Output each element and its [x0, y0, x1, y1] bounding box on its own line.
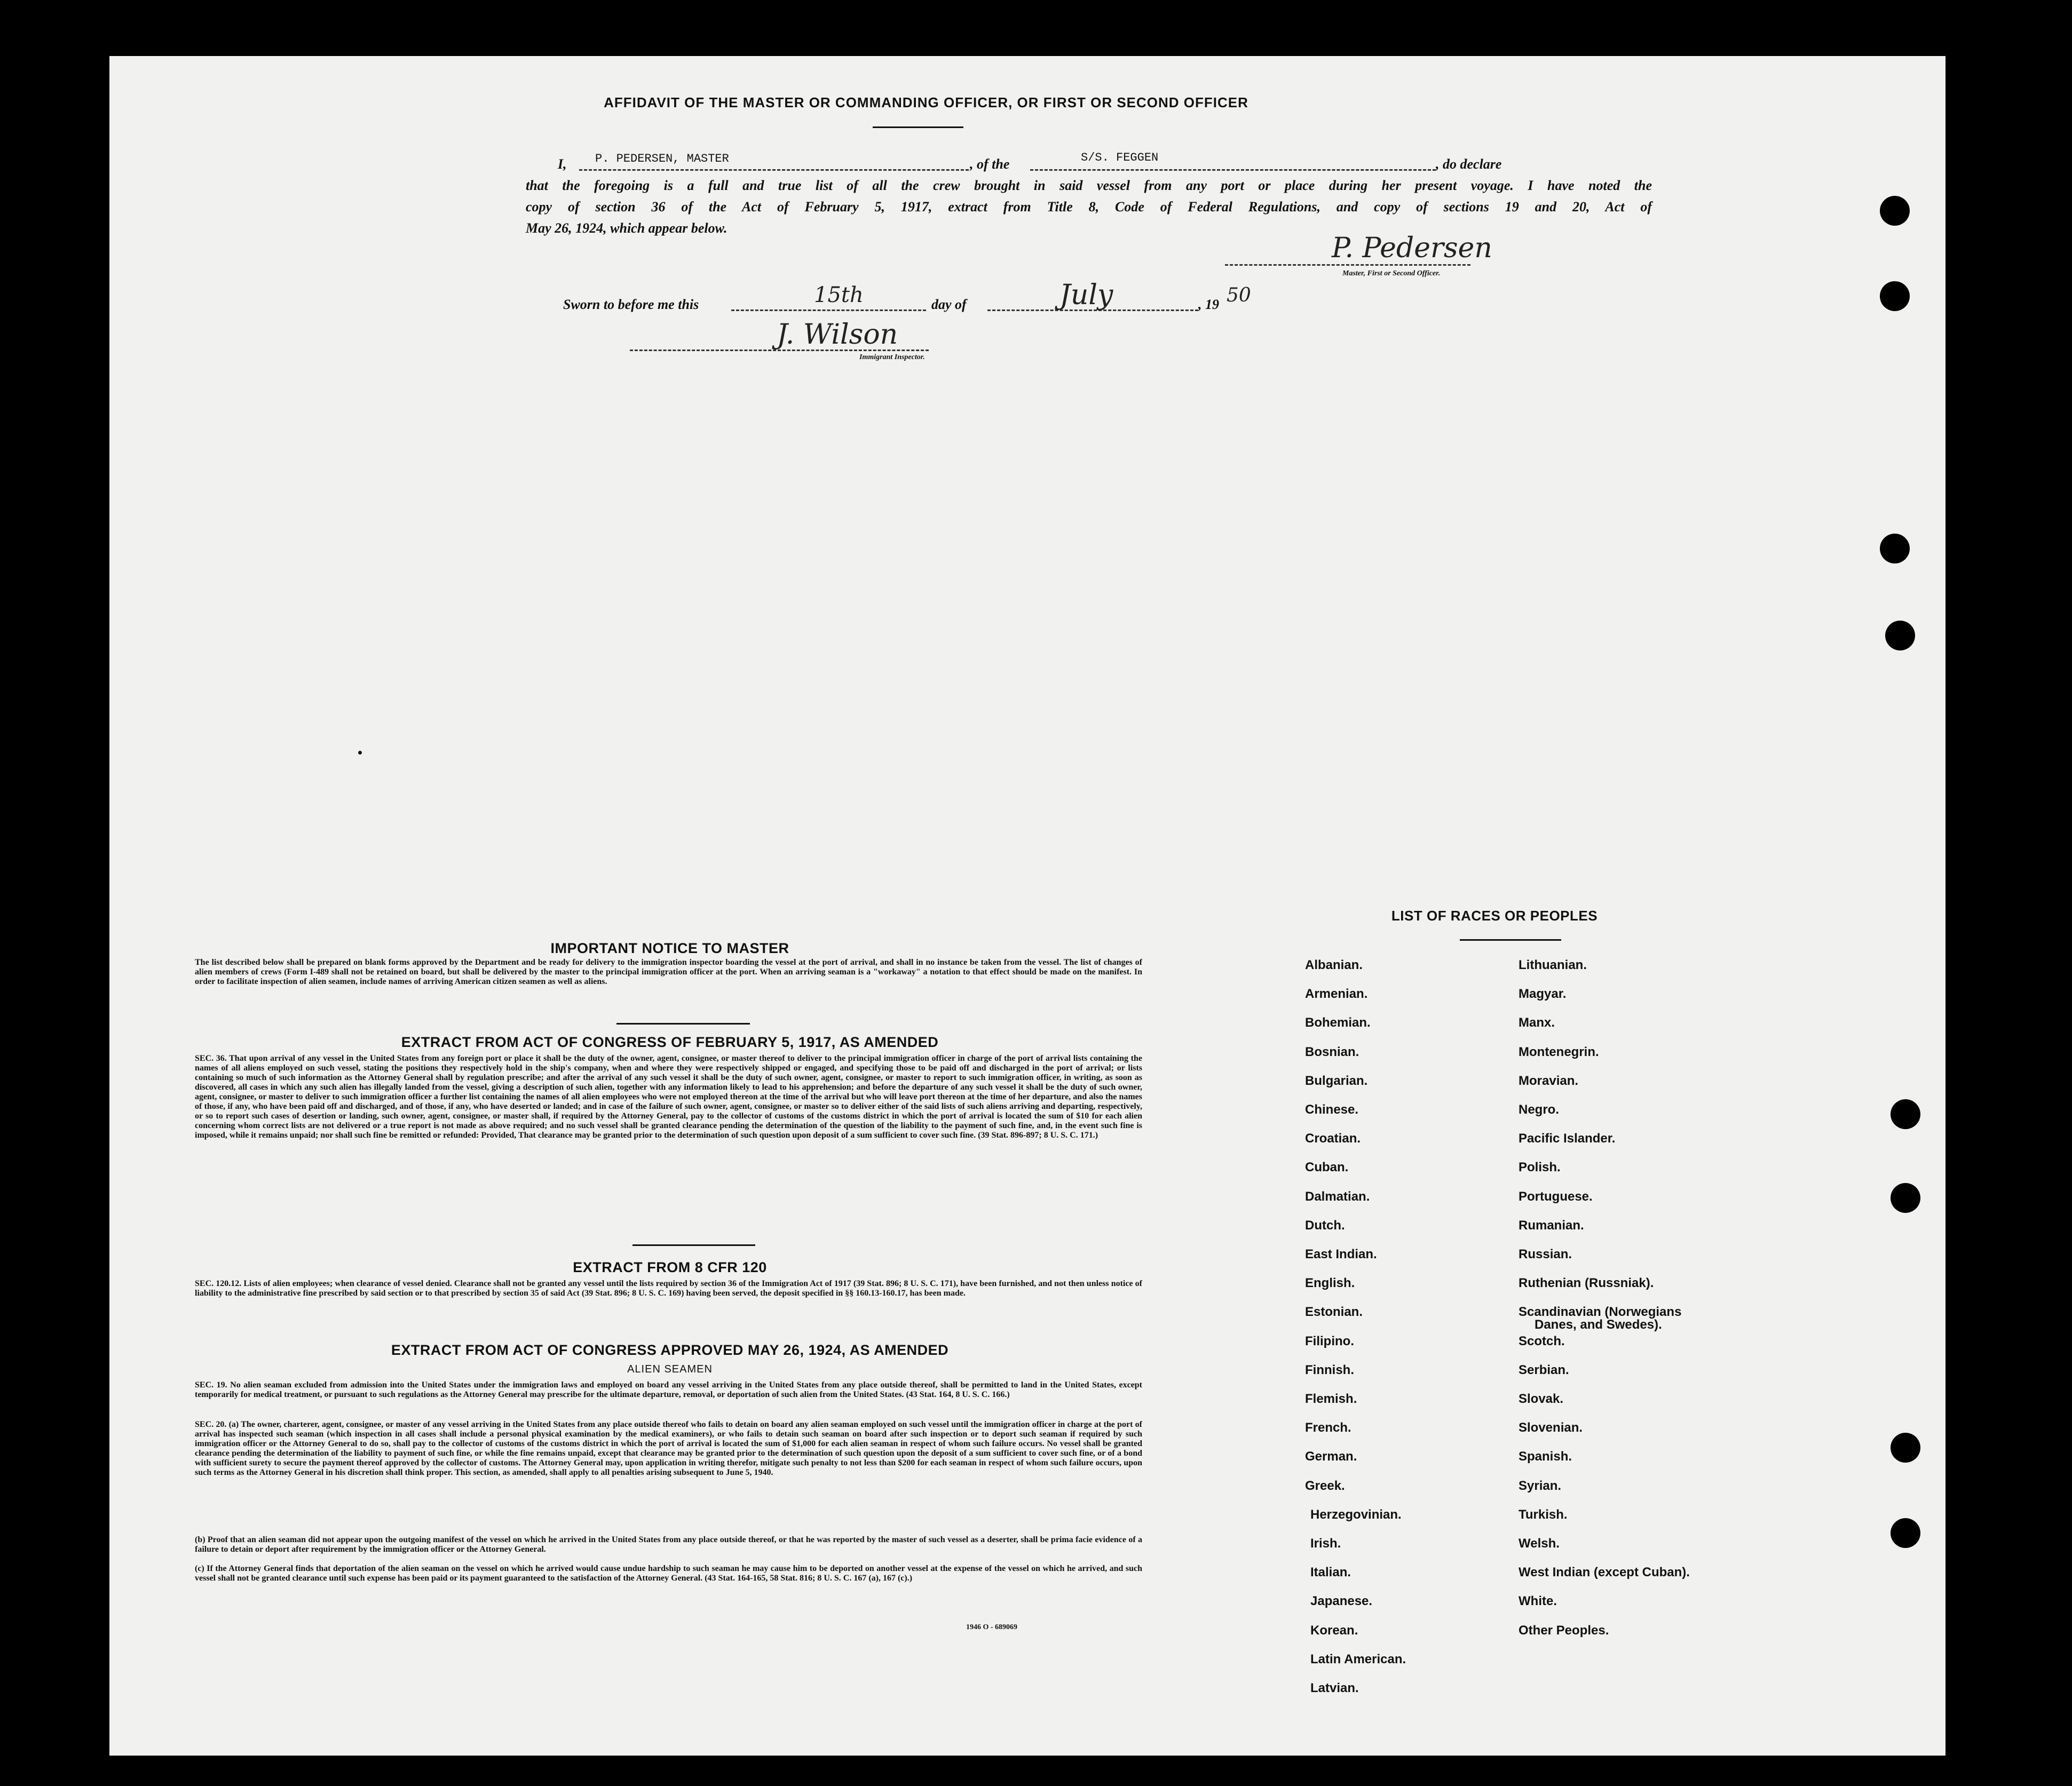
stray-mark	[358, 751, 362, 755]
master-name-field: P. PEDERSEN, MASTER	[595, 152, 729, 165]
sworn-year: 50	[1227, 284, 1251, 306]
race-item: Syrian.	[1519, 1478, 1562, 1493]
race-item: German.	[1305, 1449, 1357, 1464]
races-title: LIST OF RACES OR PEOPLES	[1391, 908, 1598, 924]
affidavit-line-4: May 26, 1924, which appear below.	[526, 220, 727, 236]
race-item: Irish.	[1310, 1536, 1341, 1551]
race-item: Chinese.	[1305, 1102, 1359, 1117]
sworn-day-line	[731, 309, 926, 311]
punch-hole	[1880, 534, 1910, 563]
race-item: Pacific Islander.	[1519, 1131, 1616, 1146]
master-caption: Master, First or Second Officer.	[1342, 269, 1441, 277]
sec-20c-text: (c) If the Attorney General finds that deportation of the alien seaman on the vessel on which he arrived would cause undue hardship to such seaman he may cause him to be deported on another vessel at the expense of the vessel on which he arrived, and such vessel shall not be granted clearance until such expense has been paid or its payment guaranteed to the satisfaction of the Attorney General. (43 Stat. 164-165, 58 Stat. 816; 8 U. S. C. 167 (a), 167 (c).)	[195, 1564, 1142, 1583]
race-item: Lithuanian.	[1519, 958, 1587, 972]
race-item: Bosnian.	[1305, 1044, 1359, 1059]
race-item: Flemish.	[1305, 1392, 1357, 1406]
race-item: Serbian.	[1519, 1362, 1569, 1377]
race-item: Bulgarian.	[1305, 1073, 1368, 1088]
punch-hole	[1880, 281, 1910, 311]
race-item: Herzegovinian.	[1310, 1507, 1402, 1522]
race-item: Other Peoples.	[1519, 1623, 1609, 1638]
sworn-label: Sworn to before me this	[563, 297, 699, 312]
race-item: Filipino.	[1305, 1333, 1354, 1348]
manifest-page	[109, 56, 1946, 1756]
race-item: Japanese.	[1310, 1594, 1373, 1609]
race-item: Scandinavian (Norwegians	[1519, 1305, 1682, 1320]
notice-rule	[616, 1023, 750, 1025]
race-item: Turkish.	[1519, 1507, 1568, 1522]
race-item: English.	[1305, 1276, 1355, 1291]
race-item: Latin American.	[1310, 1652, 1406, 1666]
race-item: Croatian.	[1305, 1131, 1361, 1146]
race-item: Welsh.	[1519, 1536, 1560, 1551]
race-item: Montenegrin.	[1519, 1044, 1599, 1059]
race-item: Albanian.	[1305, 958, 1363, 972]
sec-20a-text: SEC. 20. (a) The owner, charterer, agent, consignee, or master of any vessel arriving in the United States from any place outside thereof who fails to detain on board any alien seaman employed on such vessel until the immigration officer in charge at the port of arrival has inspected such seaman (which inspection in all cases shall include a personal physical examination by the medical examiners), or who fails to detain such seaman on board after such inspection or to deport such seaman if required by such immigration officer or the Attorney General to do so, shall pay to the collector of customs of the customs district in which the port of arrival is located the sum of $1,000 for each alien seaman in respect of whom such failure occurs. No vessel shall be granted clearance pending the determination of the liability to payment of such fine, or while the fine remains unpaid, except that clearance may be granted prior to the determination of such question upon the deposit of a sum sufficient to cover such fine, or of a bond with sufficient surety to secure the payment thereof approved by the collector of customs. The Attorney General may, upon application in writing therefor, mitigate such penalty to not less than $200 for each seaman in respect of whom such failure occurs, upon such terms as the Attorney General in his discretion shall think proper. This section, as amended, shall apply to all penalties arising subsequent to June 5, 1940.	[195, 1420, 1142, 1477]
race-item: Moravian.	[1519, 1073, 1579, 1088]
extract-1924-title: EXTRACT FROM ACT OF CONGRESS APPROVED MAY 26, 1924, AS AMENDED	[391, 1342, 949, 1358]
extract-1917-rule	[632, 1244, 755, 1246]
race-item: Dalmatian.	[1305, 1189, 1370, 1204]
affidavit-line-2: that the foregoing is a full and true list of all the crew brought in said vessel from any port or place during her present voyage. I have noted the	[526, 178, 1652, 193]
race-item: Latvian.	[1310, 1681, 1359, 1695]
extract-1917-title: EXTRACT FROM ACT OF CONGRESS OF FEBRUARY 5, 1917, AS AMENDED	[401, 1034, 939, 1050]
sec-19-text: SEC. 19. No alien seaman excluded from admission into the United States under the immigration laws and employed on board any vessel arriving in the United States from any place outside thereof, shall be permitted to land in the United States, except temporarily for medical treatment, or pursuant to such regulations as the Attorney General may prescribe for the ultimate departure, removal, or deportation of such alien from the United States. (43 Stat. 164, 8 U. S. C. 166.)	[195, 1380, 1142, 1399]
race-item: Negro.	[1519, 1102, 1560, 1117]
race-item: Russian.	[1519, 1247, 1572, 1261]
punch-hole	[1891, 1518, 1920, 1548]
punch-hole	[1885, 621, 1915, 650]
race-item: Greek.	[1305, 1478, 1345, 1493]
master-name-line	[579, 169, 969, 171]
race-item: Ruthenian (Russniak).	[1519, 1276, 1654, 1291]
sec-20b-text: (b) Proof that an alien seaman did not appear upon the outgoing manifest of the vessel on which he arrived in the United States from any place outside thereof, or that he was reported by the master of such vessel as a deserter, shall be prima facie evidence of a failure to detain or deport after requirement by the immigration officer or the Attorney General.	[195, 1535, 1142, 1554]
race-item: Spanish.	[1519, 1449, 1572, 1464]
race-item: French.	[1305, 1420, 1351, 1435]
punch-hole	[1891, 1183, 1920, 1213]
print-code: 1946 O - 689069	[966, 1623, 1018, 1631]
race-item: East Indian.	[1305, 1247, 1377, 1261]
master-signature-line	[1225, 264, 1470, 266]
race-item: Portuguese.	[1519, 1189, 1593, 1204]
of-the-label: , of the	[970, 156, 1010, 172]
race-item: Cuban.	[1305, 1160, 1349, 1175]
sworn-day: 15th	[814, 283, 864, 307]
notice-text: The list described below shall be prepared on blank forms approved by the Department and be ready for delivery to the immigration inspector boarding the vessel at the port of arrival, and shall in no instance be taken from the vessel. The list of changes of alien members of crews (Form I-489 shall not be retained on board, but shall be delivered by the master to the principal immigration officer at the port. When an arriving seaman is a "workaway" a notation to that effect should be made on the manifest. In order to facilitate inspection of alien seamen, include names of arriving American citizen seamen as well as aliens.	[195, 958, 1142, 986]
title-rule	[873, 126, 963, 128]
sworn-month: July	[1059, 279, 1113, 311]
extract-1917-text: SEC. 36. That upon arrival of any vessel in the United States from any foreign port or place it shall be the duty of the owner, agent, consignee, or master thereof to deliver to the principal immigration officer in charge of the port of arrival lists containing the names of all aliens employed on such vessel, stating the positions they respectively hold in the ship's company, when and where they were respectively shipped or engaged, and specifying those to be paid off and discharged in the port of arrival; or lists containing so much of such information as the Attorney General shall by regulation prescribe; and after the arrival of any such vessel it shall be the duty of such owner, agent, consignee, or master to report to such immigration officer, in writing, as soon as discovered, all cases in which any such alien has illegally landed from the vessel, giving a description of such alien, together with any information likely to lead to his apprehension; and before the departure of any such vessel it shall be the duty of such owner, agent, consignee, or master to deliver to such immigration officer a further list containing the names of all alien employees who were not employed thereon at the time of the arrival but who will leave port thereon at the time of her departure, and also the names of those, if any, who have been paid off and discharged, and of those, if any, who have deserted or landed; and in case of the failure of such owner, agent, consignee, or master so to deliver either of the said lists of such aliens arriving and departing, respectively, or so to report such cases of desertion or landing, such owner, agent, consignee, or master shall, if required by the Attorney General, pay to the collector of customs of the customs district in which the port of arrival is located the sum of $10 for each alien concerning whom correct lists are not delivered or a true report is not made as above required; and no such vessel shall be granted clearance pending the determination of the question of the liability to the payment of such fine, and, in the event such fine is imposed, while it remains unpaid; nor shall such fine be remitted or refunded: Provided, That clearance may be granted prior to the determination of such question upon deposit of a sum sufficient to cover such fine. (39 Stat. 896-897; 8 U. S. C. 171.)	[195, 1054, 1142, 1140]
race-item: Slovak.	[1519, 1392, 1564, 1406]
extract-8cfr-text: SEC. 120.12. Lists of alien employees; when clearance of vessel denied. Clearance shall not be granted any vessel until the lists required by section 36 of the Immigration Act of 1917 (39 Stat. 896; 8 U. S. C. 171), have been furnished, and not then unless notice of liability to the administrative fine prescribed by said section or to that prescribed by section 35 of said Act (39 Stat. 896; 8 U. S. C. 169) having been served, the deposit specified in §§ 160.13-160.17, has been made.	[195, 1279, 1142, 1298]
race-item: Danes, and Swedes).	[1535, 1317, 1662, 1332]
race-item: Armenian.	[1305, 987, 1368, 1002]
inspector-signature: J. Wilson	[777, 319, 898, 351]
race-item: Scotch.	[1519, 1333, 1565, 1348]
race-item: Korean.	[1310, 1623, 1358, 1638]
punch-hole	[1891, 1099, 1920, 1129]
day-of-label: day of	[931, 297, 967, 312]
race-item: Manx.	[1519, 1015, 1555, 1030]
i-label: I,	[558, 156, 567, 172]
year-prefix: , 19	[1198, 297, 1219, 312]
race-item: Finnish.	[1305, 1362, 1354, 1377]
punch-hole	[1891, 1433, 1920, 1463]
race-item: Bohemian.	[1305, 1015, 1371, 1030]
race-item: Estonian.	[1305, 1305, 1363, 1320]
race-item: Polish.	[1519, 1160, 1561, 1175]
affidavit-line-3: copy of section 36 of the Act of February 5, 1917, extract from Title 8, Code of Federal Regulations, and copy of sections 19 and 20, Act of	[526, 199, 1652, 215]
race-item: Rumanian.	[1519, 1218, 1584, 1233]
race-item: Magyar.	[1519, 987, 1567, 1002]
races-rule	[1460, 939, 1561, 941]
do-declare-label: , do declare	[1436, 156, 1502, 172]
race-item: White.	[1519, 1594, 1557, 1609]
master-signature: P. Pedersen	[1332, 232, 1492, 264]
race-item: West Indian (except Cuban).	[1519, 1565, 1690, 1580]
race-item: Slovenian.	[1519, 1420, 1583, 1435]
extract-1924-subtitle: ALIEN SEAMEN	[627, 1363, 713, 1375]
inspector-caption: Immigrant Inspector.	[859, 353, 925, 361]
vessel-name-field: S/S. FEGGEN	[1081, 151, 1159, 164]
vessel-name-line	[1030, 169, 1436, 171]
notice-title: IMPORTANT NOTICE TO MASTER	[550, 940, 789, 956]
race-item: Dutch.	[1305, 1218, 1345, 1233]
race-item: Italian.	[1310, 1565, 1351, 1580]
punch-hole	[1880, 196, 1910, 226]
extract-8cfr-title: EXTRACT FROM 8 CFR 120	[573, 1259, 767, 1275]
affidavit-title: AFFIDAVIT OF THE MASTER OR COMMANDING OFFICER, OR FIRST OR SECOND OFFICER	[604, 94, 1248, 110]
